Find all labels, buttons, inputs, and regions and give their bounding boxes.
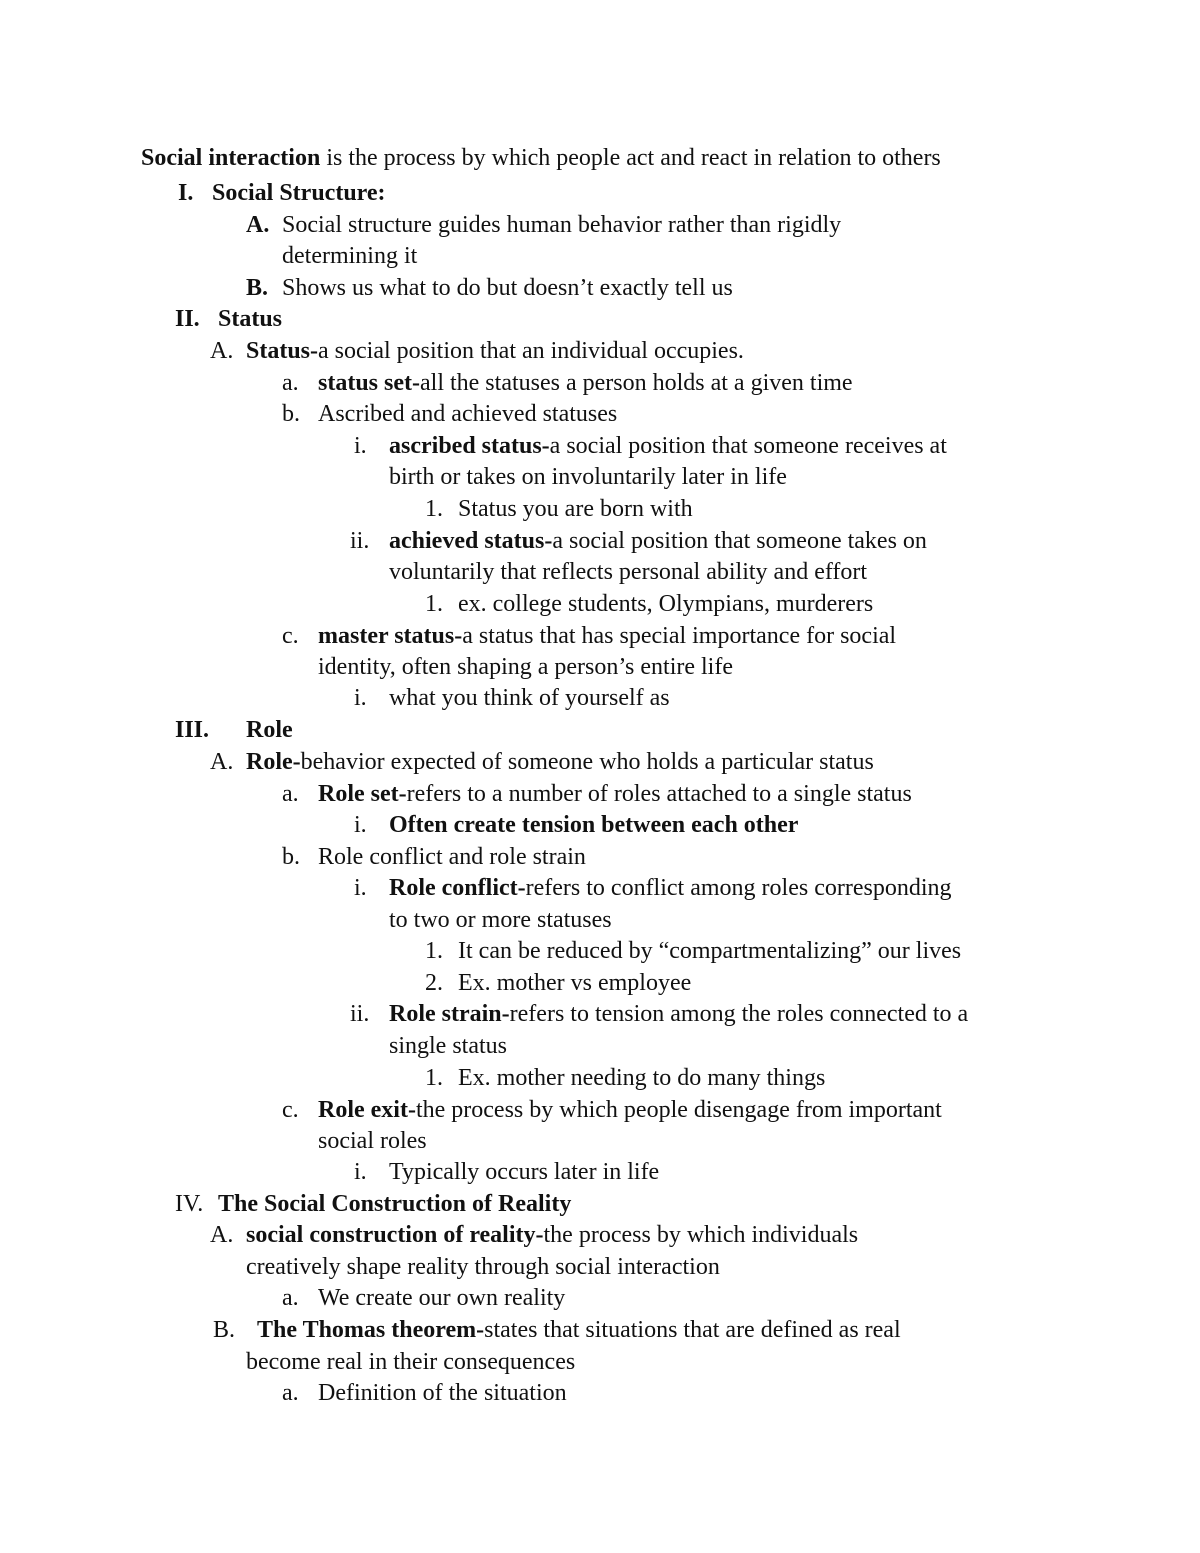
outline-description: ex. college students, Olympians, murderers [458,591,874,617]
outline-line [0,971,1200,999]
outline-marker: i. [354,1159,367,1185]
outline-line [0,529,1200,557]
outline-text [218,1192,571,1216]
outline-description: identity, often shaping a person’s entire life [318,654,733,680]
outline-description: single status [389,1033,507,1059]
outline-line [0,307,1200,335]
outline-text [389,813,798,837]
intro-term: Social interaction [141,145,321,171]
outline-text [458,971,691,995]
outline-marker: c. [282,623,299,649]
outline-description: Social structure guides human behavior rather than rigidly [282,212,842,238]
outline-description: Role conflict and role strain [318,844,586,870]
outline-text [318,655,733,679]
outline-description: determining it [282,243,418,269]
outline-description: the process by which individuals [543,1222,859,1248]
outline-term: master status- [318,623,463,649]
outline-line [0,686,1200,714]
outline-line [0,1129,1200,1157]
outline-line [0,1286,1200,1314]
outline-marker: a. [282,1285,299,1311]
outline-line [0,497,1200,525]
outline-term: Role exit- [318,1097,416,1123]
outline-marker: i. [354,812,367,838]
outline-line [0,1318,1200,1346]
outline-marker: III. [175,717,210,743]
outline-description: refers to tension among the roles connected to a [509,1001,969,1027]
outline-description: refers to conflict among roles corresponding [525,875,952,901]
outline-term: Role set- [318,781,407,807]
outline-line [0,339,1200,367]
outline-text [318,1381,567,1405]
outline-line [0,718,1200,746]
outline-text [257,1318,901,1342]
outline-marker: B. [246,275,269,301]
outline-term: Often create tension between each other [389,812,799,838]
outline-term: The Thomas theorem- [257,1317,485,1343]
outline-description: Definition of the situation [318,1380,567,1406]
outline-line [0,908,1200,936]
outline-marker: A. [210,338,234,364]
outline-description: all the statuses a person holds at a given time [420,370,853,396]
outline-term: status set- [318,370,420,396]
outline-description: a social position that someone takes on [552,528,927,554]
outline-text [389,465,787,489]
outline-description: behavior expected of someone who holds a particular status [300,749,874,775]
outline-line [0,655,1200,683]
outline-term: Role [246,717,293,743]
outline-marker: 1. [425,591,443,617]
outline-text [246,750,874,774]
outline-description: birth or takes on involuntarily later in life [389,464,787,490]
outline-description: a status that has special importance for social [462,623,897,649]
outline-description: Ascribed and achieved statuses [318,401,618,427]
outline-line [0,1381,1200,1409]
outline-marker: b. [282,401,300,427]
outline-marker: i. [354,875,367,901]
outline-line [0,592,1200,620]
outline-text [246,1350,575,1374]
outline-description: to two or more statuses [389,907,612,933]
outline-text [318,624,896,648]
outline-description: Ex. mother needing to do many things [458,1065,826,1091]
outline-text [318,371,853,395]
outline-text [458,1066,825,1090]
outline-marker: I. [178,180,194,206]
outline-marker: ii. [350,528,370,554]
outline-term: Role strain- [389,1001,510,1027]
outline-line [0,276,1200,304]
outline-text [389,1002,968,1026]
outline-text [389,908,612,932]
outline-text [458,939,961,963]
outline-text [318,1286,565,1310]
outline-description: states that situations that are defined as real [484,1317,901,1343]
outline-term: Status- [246,338,319,364]
outline-text [389,434,947,458]
outline-text [282,213,841,237]
outline-line [0,750,1200,778]
outline-line [0,465,1200,493]
outline-term: Role conflict- [389,875,526,901]
outline-description: the process by which people disengage from important [415,1097,942,1123]
outline-text [458,592,873,616]
intro-text: is the process by which people act and react in relation to others [320,145,941,171]
outline-marker: ii. [350,1001,370,1027]
outline-line [0,782,1200,810]
outline-text [318,1129,427,1153]
outline-line [0,1066,1200,1094]
outline-line [0,1255,1200,1283]
outline-term: achieved status- [389,528,553,554]
outline-line [0,244,1200,272]
outline-description: social roles [318,1128,427,1154]
outline-line [0,1002,1200,1030]
outline-line [0,624,1200,652]
outline-description: a social position that someone receives at [549,433,947,459]
outline-text [246,1223,858,1247]
outline-line [0,402,1200,430]
outline-term: social construction of reality- [246,1222,544,1248]
outline-text [389,1034,507,1058]
outline-marker: 2. [425,970,443,996]
outline-description: Shows us what to do but doesn’t exactly tell us [282,275,733,301]
outline-text [389,529,927,553]
outline-description: voluntarily that reflects personal ability and effort [389,559,868,585]
outline-text [389,1160,659,1184]
outline-description: We create our own reality [318,1285,566,1311]
outline-description: become real in their consequences [246,1349,576,1375]
outline-marker: 1. [425,938,443,964]
outline-description: creatively shape reality through social interaction [246,1254,720,1280]
outline-marker: c. [282,1097,299,1123]
outline-marker: 1. [425,1065,443,1091]
outline-line [0,371,1200,399]
outline-marker: B. [213,1317,236,1343]
outline-text [389,686,670,710]
outline-line [0,1350,1200,1378]
outline-line [0,845,1200,873]
outline-marker: a. [282,370,299,396]
outline-marker: A. [210,749,234,775]
intro-line [141,146,941,170]
outline-marker: A. [210,1222,234,1248]
outline-marker: 1. [425,496,443,522]
outline-description: a social position that an individual occupies. [318,338,744,364]
outline-text [458,497,693,521]
outline-marker: i. [354,685,367,711]
outline-text [212,181,386,205]
outline-text [218,307,282,331]
outline-description: It can be reduced by “compartmentalizing” our lives [458,938,962,964]
outline-line [0,876,1200,904]
outline-text [246,1255,720,1279]
outline-line [0,939,1200,967]
outline-description: refers to a number of roles attached to a single status [406,781,912,807]
outline-line [0,1192,1200,1220]
outline-line [0,434,1200,462]
outline-term: ascribed status- [389,433,550,459]
outline-marker: a. [282,781,299,807]
outline-text [246,339,744,363]
outline-marker: IV. [175,1191,204,1217]
outline-marker: A. [246,212,270,238]
outline-text [318,402,617,426]
outline-text [282,244,417,268]
outline-marker: II. [175,306,200,332]
outline-term: Status [218,306,283,332]
outline-line [0,181,1200,209]
outline-text [318,782,912,806]
outline-line [0,213,1200,241]
outline-description: what you think of yourself as [389,685,670,711]
outline-marker: a. [282,1380,299,1406]
outline-term: Social Structure: [212,180,386,206]
outline-text [318,845,586,869]
outline-term: The Social Construction of Reality [218,1191,572,1217]
outline-term: Role- [246,749,301,775]
outline-line [0,1160,1200,1188]
outline-line [0,1098,1200,1126]
outline-line [0,1223,1200,1251]
outline-description: Status you are born with [458,496,693,522]
outline-description: Ex. mother vs employee [458,970,692,996]
outline-marker: i. [354,433,367,459]
outline-description: Typically occurs later in life [389,1159,660,1185]
outline-text [282,276,733,300]
outline-text [246,718,293,742]
outline-text [318,1098,942,1122]
outline-line [0,560,1200,588]
outline-text [389,560,867,584]
outline-line [0,1034,1200,1062]
outline-marker: b. [282,844,300,870]
outline-line [0,813,1200,841]
outline-text [389,876,951,900]
